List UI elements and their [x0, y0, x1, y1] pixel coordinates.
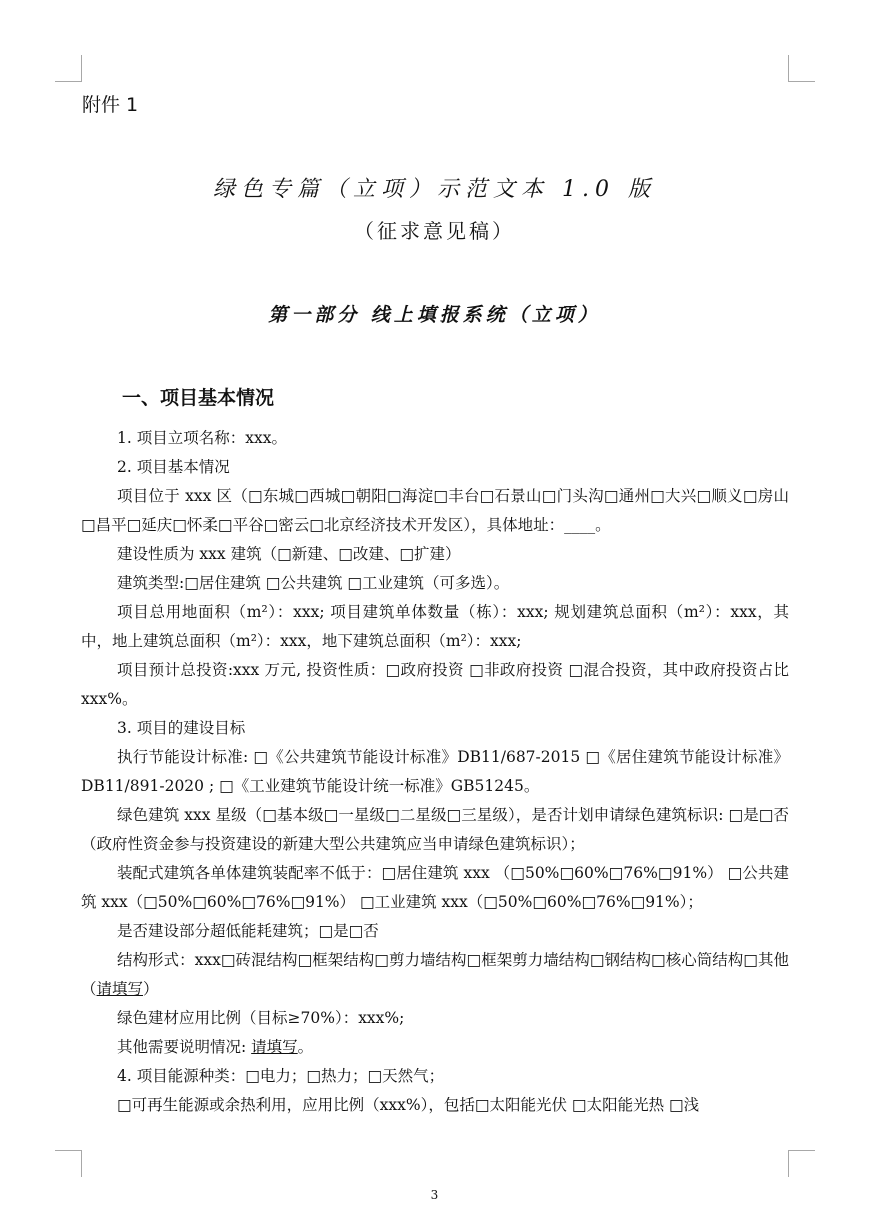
document-body	[81, 424, 789, 1120]
fill-in-placeholder: 请填写	[96, 980, 144, 998]
paragraph-renewable: □可再生能源或余热利用，应用比例（xxx%），包括□太阳能光伏 □太阳能光热 □浅	[117, 1096, 700, 1114]
paragraph-structure: 结构形式：xxx□砖混结构□框架结构□剪力墙结构□框架剪力墙结构□钢结构□核心筒结构□其他（请填写）	[81, 951, 789, 998]
paragraph-investment: 项目预计总投资:xxx 万元, 投资性质：□政府投资 □非政府投资 □混合投资，其中政府投资占比 xxx%。	[81, 661, 789, 708]
paragraph-ultra-low-energy: 是否建设部分超低能耗建筑；□是□否	[117, 922, 379, 940]
page-number: 3	[430, 1188, 439, 1202]
paragraph-location: 项目位于 xxx 区（□东城□西城□朝阳□海淀□丰台□石景山□门头沟□通州□大兴□顺义□房山□昌平□延庆□怀柔□平谷□密云□北京经济技术开发区），具体地址：____。	[81, 487, 789, 534]
paragraph-area: 项目总用地面积（m²）：xxx; 项目建筑单体数量（栋）：xxx; 规划建筑总面积（m²）：xxx，其中，地上建筑总面积（m²）：xxx，地下建筑总面积（m²）：xxx;	[81, 603, 789, 650]
fill-in-placeholder: 请填写	[251, 1038, 298, 1056]
paragraph-construction-nature: 建设性质为 xxx 建筑（□新建、□改建、□扩建）	[117, 545, 461, 563]
paragraph-energy-standard: 执行节能设计标准: □《公共建筑节能设计标准》DB11/687-2015 □《居住建筑节能设计标准》DB11/891-2020 ; □《工业建筑节能设计统一标准》GB51245。	[81, 748, 789, 795]
paragraph-energy-types: 4. 项目能源种类：□电力；□热力；□天然气；	[117, 1067, 445, 1085]
paragraph-prefab-rate: 装配式建筑各单体建筑装配率不低于：□居住建筑 xxx （□50%□60%□76%□91%） □公共建筑 xxx（□50%□60%□76%□91%） □工业建筑 xxx（□50%□60%□76%□91%）；	[81, 864, 789, 911]
attachment-label: 附件 1	[82, 94, 139, 116]
corner-mark-bottom-left	[55, 1150, 82, 1177]
paragraph-building-type: 建筑类型:□居住建筑 □公共建筑 □工业建筑（可多选）。	[117, 574, 510, 592]
paragraph-green-materials: 绿色建材应用比例（目标≥70%）：xxx%;	[117, 1009, 405, 1027]
document-title: 绿色专篇（立项）示范文本 1.0 版	[213, 177, 656, 202]
paragraph-project-name: 1. 项目立项名称：xxx。	[117, 429, 287, 447]
paragraph-other-notes: 其他需要说明情况: 请填写。	[117, 1038, 314, 1056]
document-subtitle: （征求意见稿）	[354, 219, 515, 243]
part-title: 第一部分 线上填报系统（立项）	[268, 304, 601, 326]
corner-mark-bottom-right	[788, 1150, 815, 1177]
paragraph-heading-basic: 2. 项目基本情况	[117, 458, 230, 476]
corner-mark-top-left	[55, 55, 82, 82]
paragraph-green-star: 绿色建筑 xxx 星级（□基本级□一星级□二星级□三星级），是否计划申请绿色建筑标识: □是□否（政府性资金参与投资建设的新建大型公共建筑应当申请绿色建筑标识）；	[81, 806, 789, 853]
section-title: 一、项目基本情况	[122, 387, 275, 409]
corner-mark-top-right	[788, 55, 815, 82]
paragraph-heading-goals: 3. 项目的建设目标	[117, 719, 246, 737]
